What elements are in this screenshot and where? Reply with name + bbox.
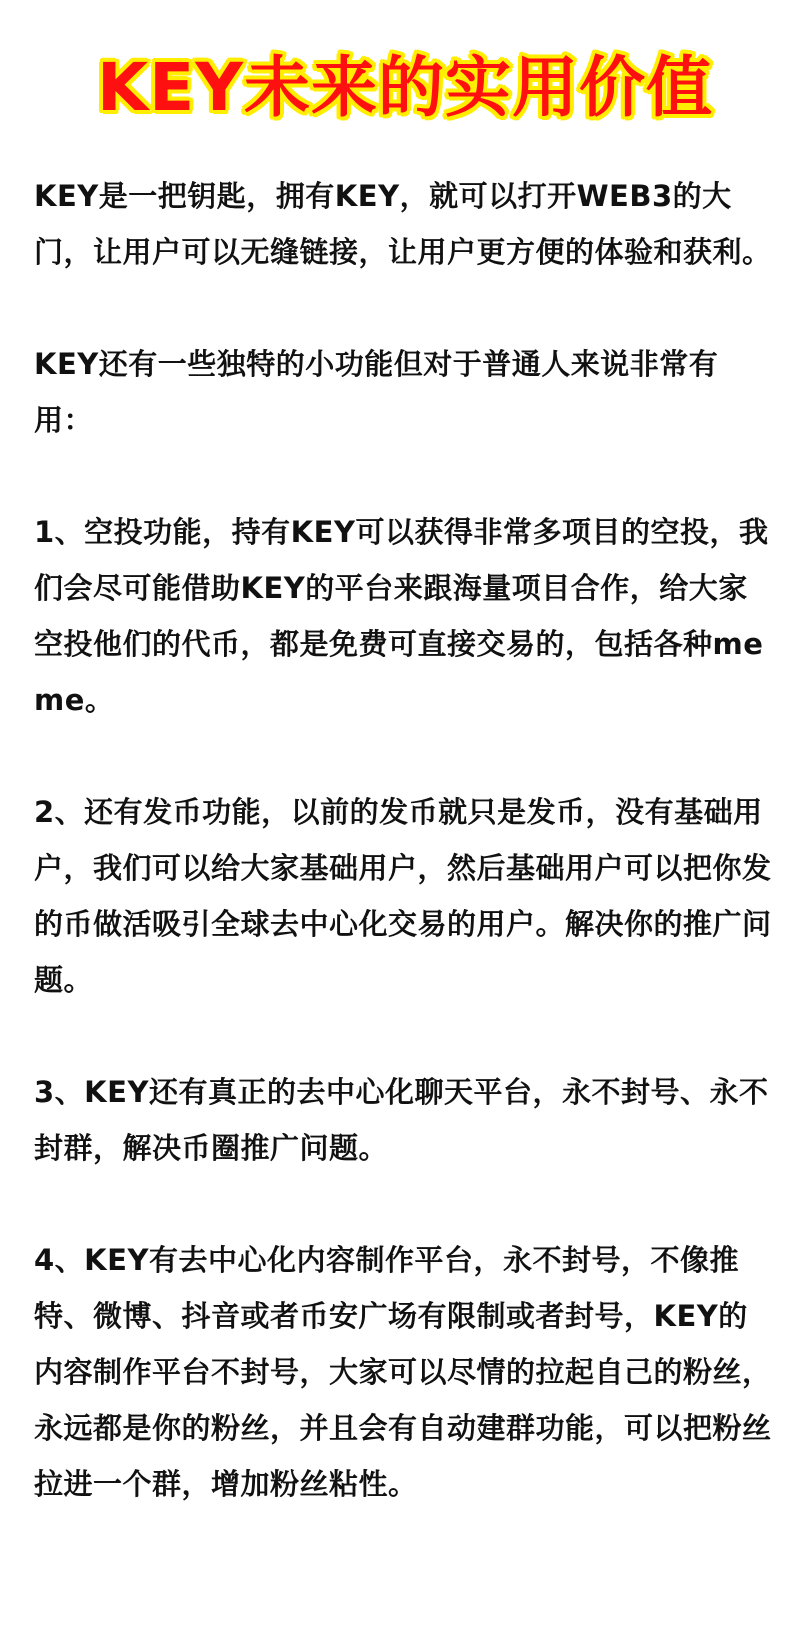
paragraph-content-platform: 4、KEY有去中心化内容制作平台，永不封号，不像推特、微博、抖音或者币安广场有限制或者封号，KEY的内容制作平台不封号，大家可以尽情的拉起自己的粉丝，永远都是你的粉丝，并且会有自动建群功能，可以把粉丝拉进一个群，增加粉丝粘性。 xyxy=(34,1243,772,1501)
paragraph-airdrop: 1、空投功能，持有KEY可以获得非常多项目的空投，我们会尽可能借助KEY的平台来跟海量项目合作，给大家空投他们的代币，都是免费可直接交易的，包括各种meme。 xyxy=(34,515,769,717)
paragraph-chat-platform: 3、KEY还有真正的去中心化聊天平台，永不封号、永不封群，解决币圈推广问题。 xyxy=(34,1075,769,1165)
article-body xyxy=(34,168,776,1512)
paragraph-features-lead: KEY还有一些独特的小功能但对于普通人来说非常有用： xyxy=(34,347,719,437)
paragraph-token-issuance: 2、还有发币功能，以前的发币就只是发币，没有基础用户，我们可以给大家基础用户，然后基础用户可以把你发的币做活吸引全球去中心化交易的用户。解决你的推广问题。 xyxy=(34,795,772,997)
page-title: KEY未来的实用价值 xyxy=(96,49,714,126)
paragraph-intro: KEY是一把钥匙，拥有KEY，就可以打开WEB3的大门，让用户可以无缝链接，让用户更方便的体验和获利。 xyxy=(34,179,772,269)
